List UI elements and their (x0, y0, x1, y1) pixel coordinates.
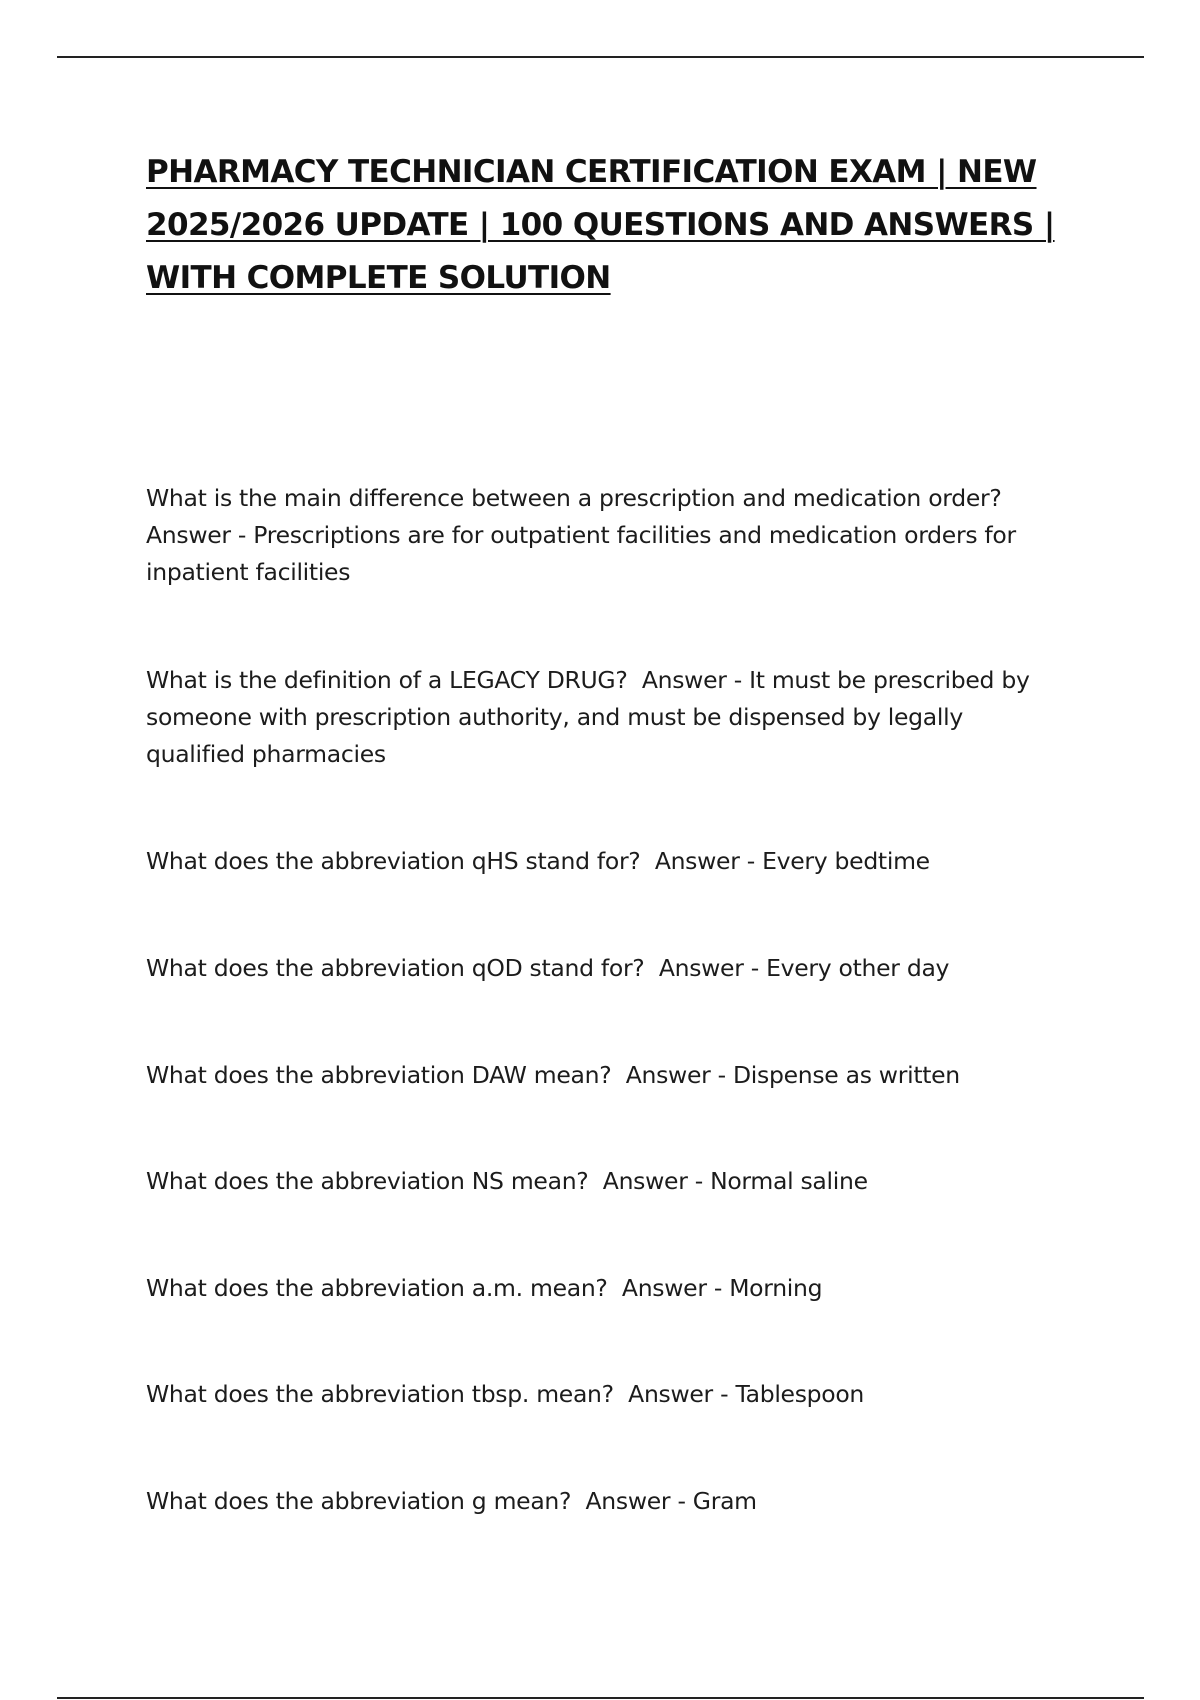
qa-item-1: What is the main difference between a prescription and medication order? Answer - Prescriptions are for outpatient facilities and medication orders for inpatient facilities (146, 484, 1024, 586)
qa-item-2: What is the definition of a LEGACY DRUG? Answer - It must be prescribed by someone with prescription authority, and must be dispensed by legally qualified pharmacies (146, 666, 1037, 768)
qa-item-9: What does the abbreviation g mean? Answer - Gram (146, 1487, 757, 1515)
qa-item-8: What does the abbreviation tbsp. mean? Answer - Tablespoon (146, 1380, 865, 1408)
qa-item-4: What does the abbreviation qOD stand for? Answer - Every other day (146, 954, 950, 982)
footer-rule (57, 1697, 1144, 1699)
qa-item-6: What does the abbreviation NS mean? Answer - Normal saline (146, 1167, 868, 1195)
header-rule (57, 56, 1144, 58)
qa-item-3: What does the abbreviation qHS stand for? Answer - Every bedtime (146, 847, 930, 875)
qa-item-5: What does the abbreviation DAW mean? Answer - Dispense as written (146, 1061, 960, 1089)
qa-item-7: What does the abbreviation a.m. mean? Answer - Morning (146, 1274, 823, 1302)
document-title: PHARMACY TECHNICIAN CERTIFICATION EXAM | NEW 2025/2026 UPDATE | 100 QUESTIONS AND ANSWERS | WITH COMPLETE SOLUTION (146, 154, 1055, 296)
